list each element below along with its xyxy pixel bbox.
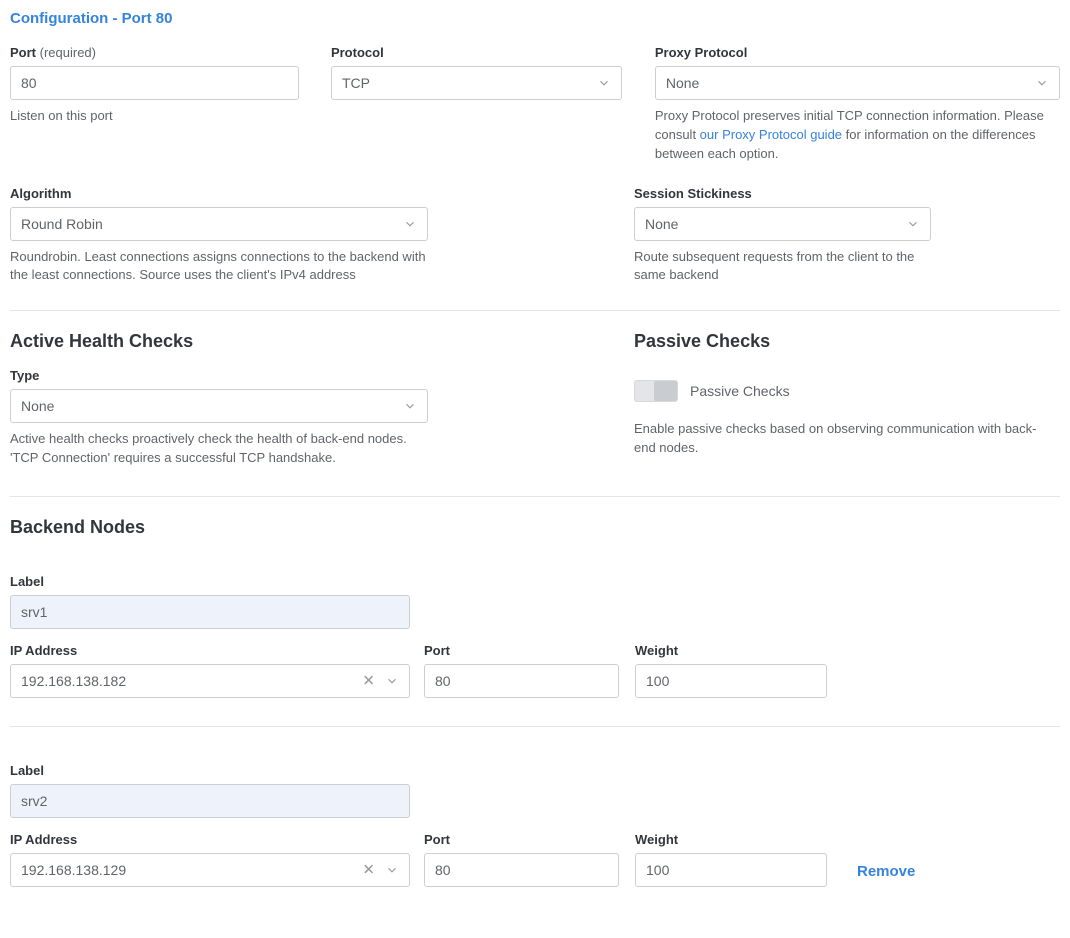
chevron-down-icon xyxy=(385,674,399,688)
chevron-down-icon xyxy=(906,217,920,231)
session-stickiness-select[interactable] xyxy=(634,207,931,241)
node-weight-label: Weight xyxy=(635,831,679,847)
node-port-label: Port xyxy=(424,831,450,847)
algorithm-select[interactable] xyxy=(10,207,428,241)
port-field-group xyxy=(10,45,299,164)
toggle-knob xyxy=(654,381,677,401)
chevron-down-icon xyxy=(403,399,417,413)
protocol-field-group xyxy=(331,45,622,164)
protocol-label: Protocol xyxy=(330,45,384,60)
port-label-required: (required) xyxy=(39,45,96,60)
node-weight-input[interactable] xyxy=(635,853,827,887)
node-ip-value: 192.168.138.129 xyxy=(21,861,127,878)
node-label-field xyxy=(10,784,410,818)
node-port-label: Port xyxy=(424,642,450,658)
backend-nodes-heading: Backend Nodes xyxy=(10,516,146,537)
proxy-protocol-select[interactable] xyxy=(655,66,1060,100)
divider xyxy=(10,726,1060,727)
node-port-input[interactable] xyxy=(424,664,619,698)
node-weight-label: Weight xyxy=(635,642,679,658)
active-health-checks-group xyxy=(10,331,428,468)
node-label-label: Label xyxy=(10,573,44,589)
proxy-protocol-selected-value: None xyxy=(665,75,700,91)
algorithm-help-text: Roundrobin. Least connections assigns connections to the backend with the least connections. Source uses the client's IPv4 address xyxy=(10,248,426,283)
chevron-down-icon xyxy=(1035,76,1049,90)
chevron-down-icon xyxy=(385,863,399,877)
protocol-selected-value: TCP xyxy=(341,75,370,91)
passive-checks-heading: Passive Checks xyxy=(634,331,771,352)
port-label: Port (required) xyxy=(10,45,96,60)
node-weight-input[interactable] xyxy=(635,664,827,698)
health-check-type-label: Type xyxy=(10,368,40,384)
session-stickiness-help-text: Route subsequent requests from the client to the same backend xyxy=(634,248,915,283)
node-ip-label: IP Address xyxy=(10,642,78,658)
node-ip-select[interactable] xyxy=(10,664,410,698)
algorithm-selected-value: Round Robin xyxy=(21,215,103,232)
active-health-checks-help-text: Active health checks proactively check the health of back-end nodes. 'TCP Connection' requires a successful TCP handshake. xyxy=(10,431,407,466)
health-check-type-select[interactable] xyxy=(10,389,428,423)
remove-node-button[interactable]: Remove xyxy=(857,862,916,880)
node-label-label: Label xyxy=(10,762,44,778)
node-port-input[interactable] xyxy=(424,853,619,887)
session-stickiness-field-group xyxy=(634,186,931,286)
node-port-field xyxy=(424,643,619,698)
node-label-input[interactable] xyxy=(10,784,410,818)
node-detail-row xyxy=(10,643,1060,698)
passive-checks-toggle[interactable] xyxy=(634,380,678,402)
algorithm-field-group xyxy=(10,186,428,286)
chevron-down-icon xyxy=(597,76,611,90)
proxy-protocol-guide-link[interactable]: our Proxy Protocol guide xyxy=(699,126,843,142)
proxy-protocol-field-group xyxy=(655,45,1060,164)
protocol-select[interactable] xyxy=(331,66,622,100)
divider xyxy=(10,496,1060,497)
algorithm-label: Algorithm xyxy=(10,185,72,201)
node-ip-field xyxy=(10,832,410,887)
node-ip-field xyxy=(10,643,410,698)
algorithm-row xyxy=(10,186,1060,286)
passive-checks-group xyxy=(634,331,1052,468)
chevron-down-icon xyxy=(403,217,417,231)
passive-checks-toggle-row xyxy=(634,380,1052,402)
page-title: Configuration - Port 80 xyxy=(10,10,173,27)
divider xyxy=(10,310,1060,311)
node-ip-label: IP Address xyxy=(10,831,78,847)
passive-checks-toggle-label: Passive Checks xyxy=(690,383,790,400)
port-help-text: Listen on this port xyxy=(10,108,113,123)
node-detail-row xyxy=(10,832,1060,887)
passive-checks-help-text: Enable passive checks based on observing communication with back-end nodes. xyxy=(634,421,1037,456)
proxy-protocol-label: Proxy Protocol xyxy=(654,45,748,60)
checks-row xyxy=(10,331,1060,468)
node-label-field xyxy=(10,595,410,629)
backend-node-row xyxy=(10,763,1060,887)
node-label-input[interactable] xyxy=(10,595,410,629)
clear-icon[interactable]: ✕ xyxy=(362,672,375,690)
top-fields-row xyxy=(10,45,1060,164)
session-stickiness-selected-value: None xyxy=(645,215,679,232)
node-port-field xyxy=(424,832,619,887)
node-ip-select[interactable] xyxy=(10,853,410,887)
node-weight-field xyxy=(635,832,827,887)
backend-node-row xyxy=(10,574,1060,698)
health-check-type-selected-value: None xyxy=(21,398,55,415)
backend-nodes-section xyxy=(10,517,1060,887)
proxy-protocol-help-text: Proxy Protocol preserves initial TCP connection information. Please consult our Proxy Protocol guide for information on the differences between each option. xyxy=(654,108,1044,161)
session-stickiness-label: Session Stickiness xyxy=(634,185,752,201)
node-weight-field xyxy=(635,643,827,698)
node-ip-value: 192.168.138.182 xyxy=(21,672,127,689)
clear-icon[interactable]: ✕ xyxy=(362,861,375,879)
active-health-checks-heading: Active Health Checks xyxy=(10,331,194,352)
port-input[interactable] xyxy=(10,66,299,100)
